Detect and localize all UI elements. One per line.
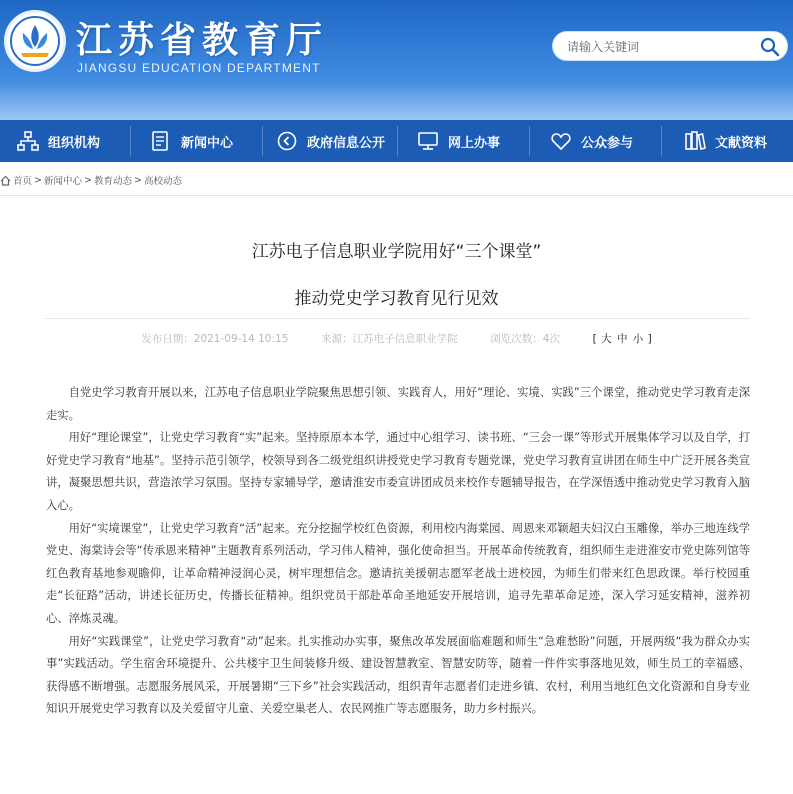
nav-label-org: 组织机构 (48, 135, 101, 151)
article-meta (0, 331, 793, 347)
books-icon (684, 130, 706, 152)
site-title: 江苏省教育厅 (76, 19, 329, 61)
search-icon (759, 36, 781, 58)
divider (0, 195, 793, 196)
nav-label-news: 新闻中心 (181, 135, 234, 151)
site-logo[interactable] (4, 10, 66, 72)
article-title-line2: 推动党史学习教育见行见效 (294, 289, 499, 309)
monitor-icon (417, 130, 439, 152)
breadcrumb-university-news[interactable]: 高校动态 (143, 176, 182, 187)
news-icon (150, 130, 172, 152)
breadcrumb-home[interactable]: 首页 (13, 176, 33, 187)
bracket-close: ] (647, 333, 652, 345)
nav-item-news[interactable] (150, 120, 233, 162)
search-button[interactable] (759, 36, 781, 58)
nav-divider (529, 126, 530, 156)
publish-date: 发布日期：2021-09-14 10:15 (141, 333, 289, 345)
breadcrumb-separator: > (133, 174, 142, 186)
view-count: 浏览次数：4次 (490, 333, 560, 345)
breadcrumb-separator: > (34, 174, 42, 186)
nav-item-org[interactable] (17, 120, 100, 162)
font-size-small[interactable]: 小 (632, 333, 644, 345)
breadcrumb-news-center[interactable]: 新闻中心 (43, 176, 82, 187)
nav-label-info-disclosure: 政府信息公开 (307, 135, 386, 151)
main-nav (0, 120, 793, 162)
search-input[interactable] (567, 38, 752, 55)
home-icon (0, 175, 11, 186)
nav-item-public-participation[interactable] (550, 120, 633, 162)
nav-divider (262, 126, 263, 156)
nav-divider (661, 126, 662, 156)
bracket-open: [ (592, 333, 597, 345)
meta-divider (45, 318, 750, 319)
font-size-control (593, 333, 652, 345)
nav-divider (397, 126, 398, 156)
nav-label-online-service: 网上办事 (448, 135, 501, 151)
heart-icon (550, 130, 572, 152)
breadcrumb-education-news[interactable]: 教育动态 (93, 176, 132, 187)
info-disclosure-icon (276, 130, 298, 152)
article-source: 来源：江苏电子信息职业学院 (321, 333, 458, 345)
font-size-large[interactable]: 大 (601, 333, 612, 345)
article-paragraph: 用好“理论课堂”，让党史学习教育“实”起来。坚持原原本本学，通过中心组学习、读书班、“三会一课”等形式开展集体学习以及自学，打好党史学习教育“地基”。坚持示范引领学，校领导到各二级党组织讲授党史学习教育专题党课，党史学习教育宣讲团在师生中广泛开展各类宣讲，凝聚思想共识，营造浓学习氛围。坚持专家辅导学，邀请淮安市委宣讲团成员来校作专题辅导报告，在学深悟透中推动党史学习教育入脑入心。 (46, 431, 750, 512)
search-box (552, 31, 788, 61)
breadcrumb (0, 172, 182, 188)
breadcrumb-separator: > (84, 174, 92, 186)
font-size-medium[interactable]: 中 (616, 333, 628, 345)
article-title-line1: 江苏电子信息职业学院用好“三个课堂” (251, 242, 542, 262)
nav-divider (130, 126, 131, 156)
nav-item-documents[interactable] (684, 120, 767, 162)
article-paragraph: 用好“实境课堂”，让党史学习教育“活”起来。充分挖掘学校红色资源，利用校内海棠园、周恩来邓颖超夫妇汉白玉雕像，举办三地连线学党史、海棠诗会等“传承恩来精神”主题教育系列活动，学习伟人精神，强化使命担当。开展革命传统教育，组织师生走进淮安市党史陈列馆等红色教育基地参观瞻仰，让革命精神浸润心灵，树牢理想信念。邀请抗美援朝志愿军老战士进校园，为师生们带来红色思政课。举行校园重走“长征路”活动，讲述长征历史，传播长征精神。组织党员干部赴革命圣地延安开展培训，追寻先辈革命足迹，深入学习延安精神，滋养初心、淬炼灵魂。 (46, 521, 750, 625)
article-paragraph: 自党史学习教育开展以来，江苏电子信息职业学院聚焦思想引领、实践育人，用好“理论、实境、实践”三个课堂，推动党史学习教育走深走实。 (46, 386, 750, 422)
nav-label-public-participation: 公众参与 (581, 135, 634, 151)
nav-item-online-service[interactable] (417, 120, 500, 162)
site-subtitle: JIANGSU EDUCATION DEPARTMENT (77, 61, 321, 75)
nav-item-info-disclosure[interactable] (276, 120, 385, 162)
article-paragraph: 用好“实践课堂”，让党史学习教育“动”起来。扎实推动办实事，聚焦改革发展面临难题和师生“急难愁盼”问题，开展两级“我为群众办实事”实践活动。学生宿舍环境提升、公共楼宇卫生间装修升级、建设智慧教室、智慧安防等，随着一件件实事落地见效，师生员工的幸福感、获得感不断增强。志愿服务展风采，开展暑期“三下乡”社会实践活动，组织青年志愿者们走进乡镇、农村，利用当地红色文化资源和自身专业知识开展党史学习教育以及关爱留守儿童、关爱空巢老人、农民网推广等志愿服务，助力乡村振兴。 (46, 634, 750, 716)
article-body (46, 382, 750, 721)
site-header (0, 0, 793, 120)
nav-label-documents: 文献资料 (715, 135, 768, 151)
logo-emblem-icon (7, 13, 63, 69)
org-chart-icon (17, 130, 39, 152)
